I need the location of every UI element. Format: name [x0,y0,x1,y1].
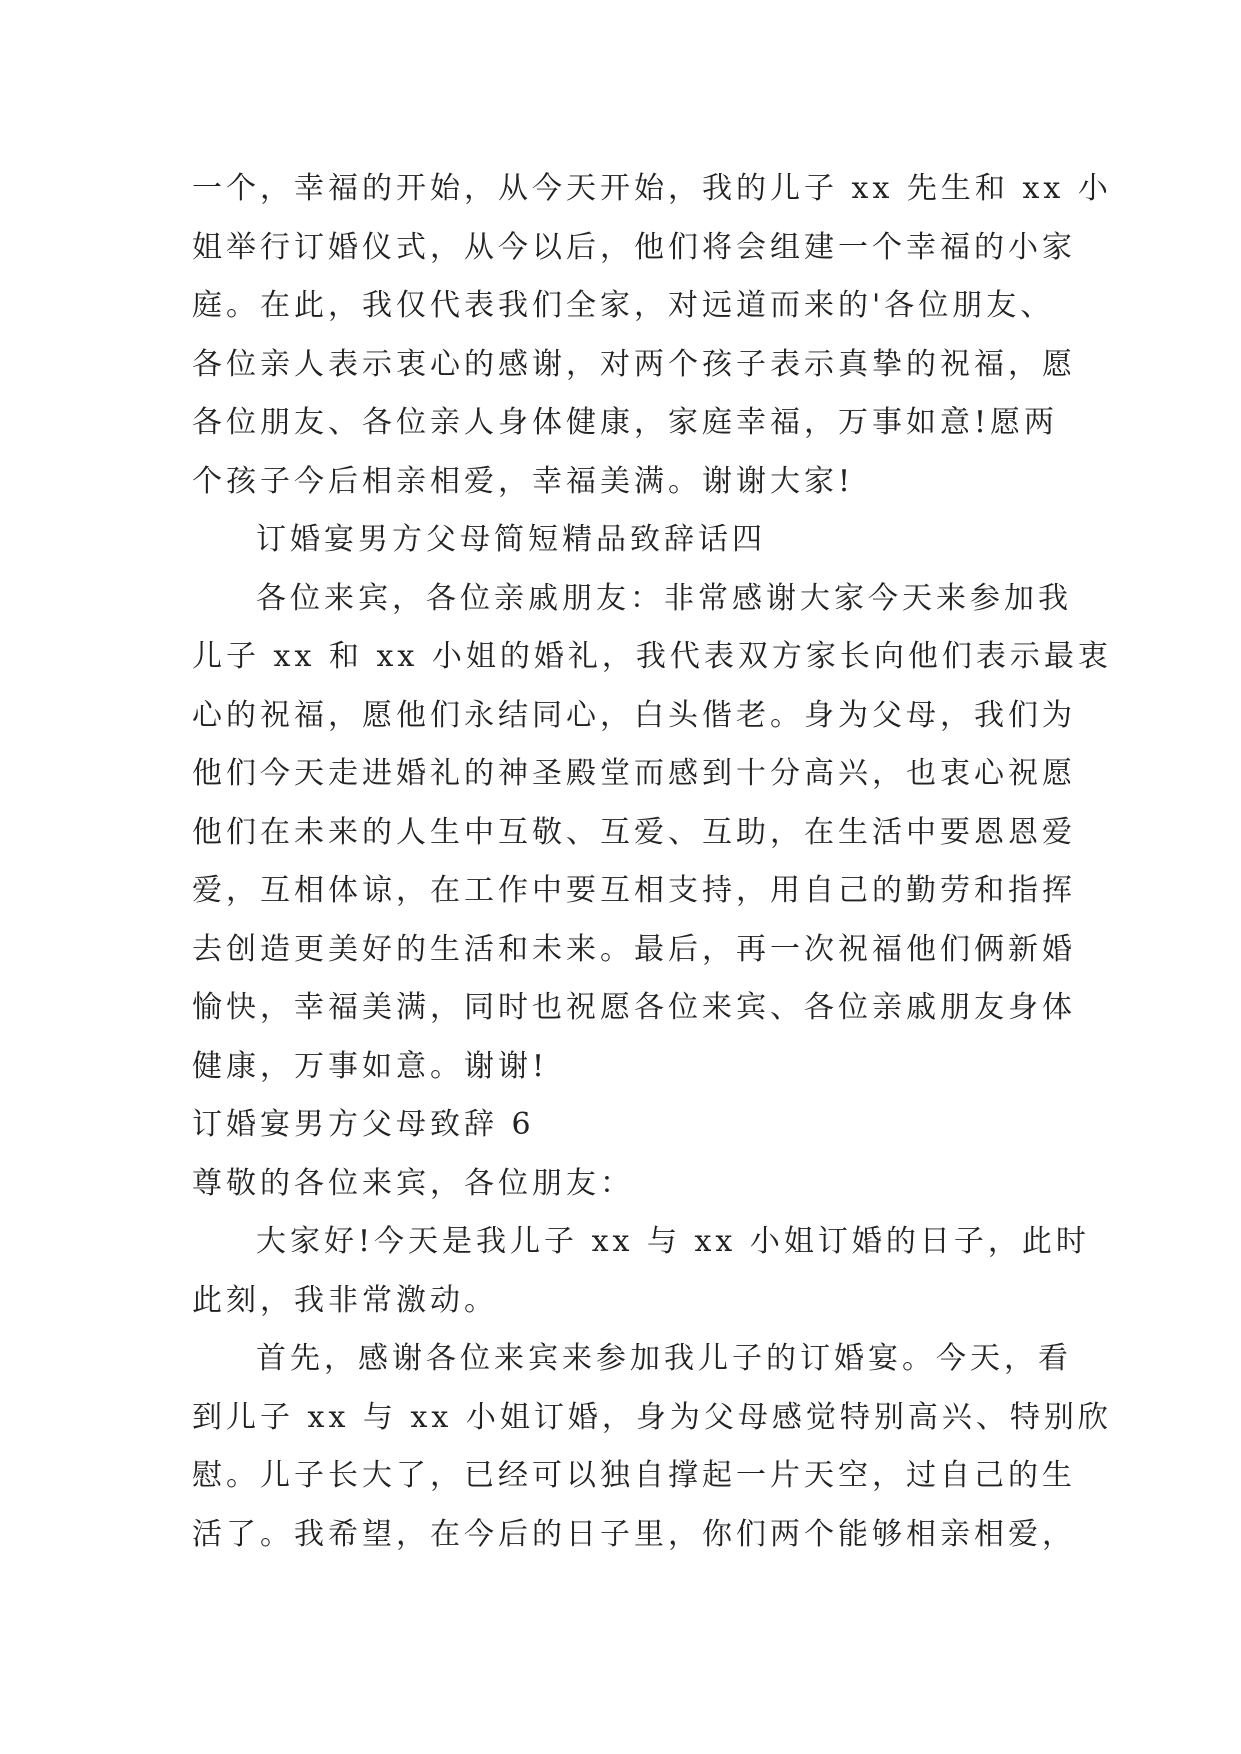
paragraph-line: 他们在未来的人生中互敬、互爱、互助，在生活中要恩恩爱 [192,814,1076,850]
paragraph-line: 活了。我希望，在今后的日子里，你们两个能够相亲相爱， [192,1516,1076,1552]
paragraph-line: 去创造更美好的生活和未来。最后，再一次祝福他们俩新婚 [192,931,1076,967]
salutation-line: 尊敬的各位来宾，各位朋友： [192,1165,634,1201]
paragraph-line: 一个，幸福的开始，从今天开始，我的儿子 xx 先生和 xx 小 [192,171,1112,206]
section-heading: 订婚宴男方父母简短精品致辞话四 [256,522,766,557]
paragraph-line: 愉快，幸福美满，同时也祝愿各位来宾、各位亲戚朋友身体 [192,990,1076,1025]
paragraph-line: 慰。儿子长大了，已经可以独自撑起一片天空，过自己的生 [192,1458,1076,1493]
paragraph-line: 姐举行订婚仪式，从今以后，他们将会组建一个幸福的小家 [192,229,1076,265]
paragraph-line: 首先，感谢各位来宾来参加我儿子的订婚宴。今天，看 [256,1341,1072,1376]
paragraph-line: 庭。在此，我仅代表我们全家，对远道而来的'各位朋友、 [192,288,1055,323]
document-body [192,160,1112,1564]
paragraph-line: 他们今天走进婚礼的神圣殿堂而感到十分高兴，也衷心祝愿 [192,756,1076,791]
paragraph-line: 各位亲人表示衷心的感谢，对两个孩子表示真挚的祝福，愿 [192,346,1076,382]
paragraph-line: 个孩子今后相亲相爱，幸福美满。谢谢大家! [192,463,855,499]
paragraph-line: 爱，互相体谅，在工作中要互相支持，用自己的勤劳和指挥 [192,873,1076,908]
section-heading: 订婚宴男方父母致辞 6 [192,1107,535,1142]
paragraph-line: 心的祝福，愿他们永结同心，白头偕老。身为父母，我们为 [192,697,1076,733]
paragraph-line: 到儿子 xx 与 xx 小姐订婚，身为父母感觉特别高兴、特别欣 [192,1399,1112,1435]
paragraph-line: 大家好!今天是我儿子 xx 与 xx 小姐订婚的日子，此时 [256,1224,1090,1259]
paragraph-line: 各位朋友、各位亲人身体健康，家庭幸福，万事如意!愿两 [192,405,1059,440]
paragraph-line: 儿子 xx 和 xx 小姐的婚礼，我代表双方家长向他们表示最衷 [192,639,1112,674]
paragraph-line: 健康，万事如意。谢谢! [192,1048,549,1084]
paragraph-line: 各位来宾，各位亲戚朋友：非常感谢大家今天来参加我 [256,580,1072,616]
paragraph-line: 此刻，我非常激动。 [192,1282,498,1318]
